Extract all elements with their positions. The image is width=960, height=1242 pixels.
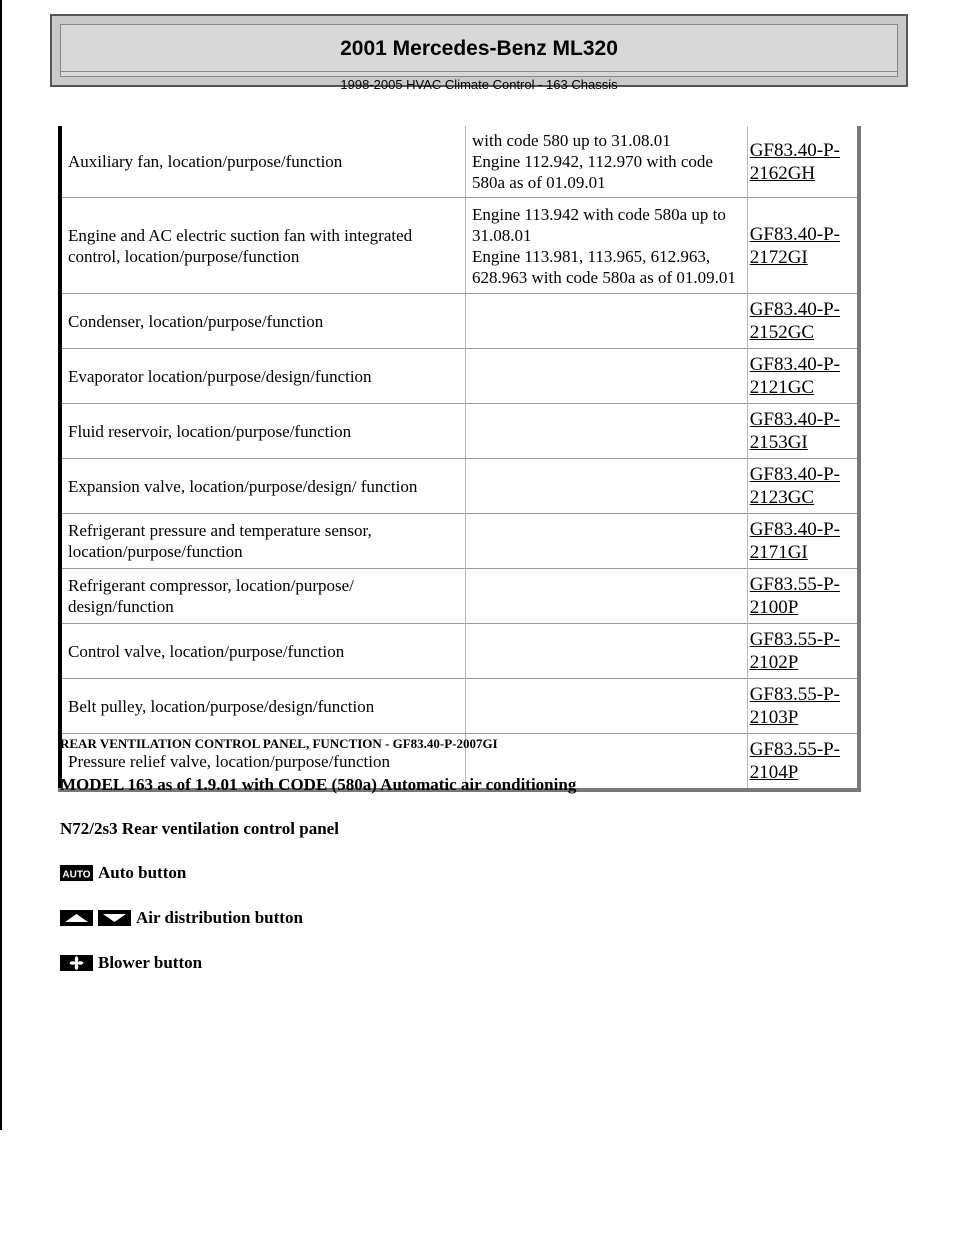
reference-link[interactable]: GF83.55-P-2102P bbox=[749, 629, 840, 673]
component-cell: Fluid reservoir, location/purpose/function bbox=[60, 404, 466, 459]
component-reference-table bbox=[58, 126, 861, 792]
reference-link[interactable]: GF83.55-P-2104P bbox=[749, 739, 840, 783]
header-panel bbox=[60, 24, 898, 92]
table-row bbox=[60, 679, 859, 734]
condition-text: Engine 113.942 with code 580a up to 31.08.01 Engine 113.981, 113.965, 612.963, 628.963 with code 580a as of 01.09.01 bbox=[472, 204, 736, 287]
reference-link[interactable]: GF83.40-P-2172GI bbox=[749, 223, 840, 268]
reference-cell bbox=[747, 514, 859, 569]
reference-link[interactable]: GF83.40-P-2153GI bbox=[749, 409, 840, 453]
reference-cell bbox=[747, 459, 859, 514]
component-cell: Auxiliary fan, location/purpose/function bbox=[60, 126, 466, 198]
reference-cell bbox=[747, 404, 859, 459]
reference-cell bbox=[747, 679, 859, 734]
component-cell: Refrigerant pressure and temperature sensor, location/purpose/function bbox=[60, 514, 466, 569]
reference-cell bbox=[747, 349, 859, 404]
condition-cell bbox=[466, 679, 748, 734]
page-header bbox=[50, 14, 908, 92]
blower-button-item bbox=[60, 953, 202, 973]
table-row bbox=[60, 569, 859, 624]
reference-cell bbox=[747, 126, 859, 198]
blower-button-label: Blower button bbox=[98, 953, 203, 972]
component-cell: Refrigerant compressor, location/purpose/ design/function bbox=[60, 569, 466, 624]
condition-cell bbox=[466, 126, 748, 198]
auto-button-item bbox=[60, 863, 186, 883]
air-distribution-button-item bbox=[60, 908, 303, 928]
table-row bbox=[60, 404, 859, 459]
auto-icon-text: AUTO bbox=[62, 869, 91, 881]
model-heading: MODEL 163 as of 1.9.01 with CODE (580a) Automatic air conditioning bbox=[60, 775, 577, 794]
component-cell: Engine and AC electric suction fan with integrated control, location/purpose/function bbox=[60, 198, 466, 294]
air-distribution-button-label: Air distribution button bbox=[136, 908, 303, 927]
auto-icon bbox=[60, 865, 93, 881]
fan-icon bbox=[60, 955, 93, 971]
component-cell: Pressure relief valve, location/purpose/function bbox=[60, 734, 466, 791]
table-row bbox=[60, 294, 859, 349]
header-divider bbox=[61, 71, 897, 72]
table-row bbox=[60, 459, 859, 514]
table-row bbox=[60, 126, 859, 198]
page-border bbox=[0, 0, 2, 1130]
condition-cell bbox=[466, 459, 748, 514]
condition-cell bbox=[466, 349, 748, 404]
reference-link[interactable]: GF83.40-P-2171GI bbox=[749, 519, 840, 563]
reference-link[interactable]: GF83.40-P-2152GC bbox=[749, 299, 840, 343]
document-title: 2001 Mercedes-Benz ML320 bbox=[340, 37, 618, 60]
panel-heading: N72/2s3 Rear ventilation control panel bbox=[60, 819, 339, 838]
condition-text: with code 580 up to 31.08.01 Engine 112.942, 112.970 with code 580a as of 01.09.01 bbox=[472, 131, 713, 192]
condition-cell bbox=[466, 198, 748, 294]
reference-link[interactable]: GF83.40-P-2121GC bbox=[749, 354, 840, 398]
condition-cell bbox=[466, 404, 748, 459]
reference-cell bbox=[747, 624, 859, 679]
condition-cell bbox=[466, 514, 748, 569]
table-row bbox=[60, 349, 859, 404]
condition-cell bbox=[466, 569, 748, 624]
air-distribution-up-icon bbox=[60, 910, 93, 926]
reference-link[interactable]: GF83.55-P-2100P bbox=[749, 574, 840, 618]
component-cell: Expansion valve, location/purpose/design/ function bbox=[60, 459, 466, 514]
table-row bbox=[60, 624, 859, 679]
reference-link[interactable]: GF83.40-P-2123GC bbox=[749, 464, 840, 508]
reference-link[interactable]: GF83.40-P-2162GH bbox=[749, 139, 840, 184]
reference-cell bbox=[747, 734, 859, 791]
condition-cell bbox=[466, 294, 748, 349]
component-cell: Condenser, location/purpose/function bbox=[60, 294, 466, 349]
table-row bbox=[60, 198, 859, 294]
reference-cell bbox=[747, 294, 859, 349]
condition-cell bbox=[466, 624, 748, 679]
auto-button-label: Auto button bbox=[98, 863, 187, 882]
component-cell: Control valve, location/purpose/function bbox=[60, 624, 466, 679]
reference-cell bbox=[747, 569, 859, 624]
component-cell: Belt pulley, location/purpose/design/function bbox=[60, 679, 466, 734]
table-row bbox=[60, 514, 859, 569]
air-distribution-down-icon bbox=[98, 910, 131, 926]
section-heading: REAR VENTILATION CONTROL PANEL, FUNCTION - GF83.40-P-2007GI bbox=[60, 736, 498, 751]
document-subtitle: 1998-2005 HVAC Climate Control - 163 Chassis bbox=[340, 77, 618, 92]
reference-link[interactable]: GF83.55-P-2103P bbox=[749, 684, 840, 728]
reference-cell bbox=[747, 198, 859, 294]
component-cell: Evaporator location/purpose/design/function bbox=[60, 349, 466, 404]
